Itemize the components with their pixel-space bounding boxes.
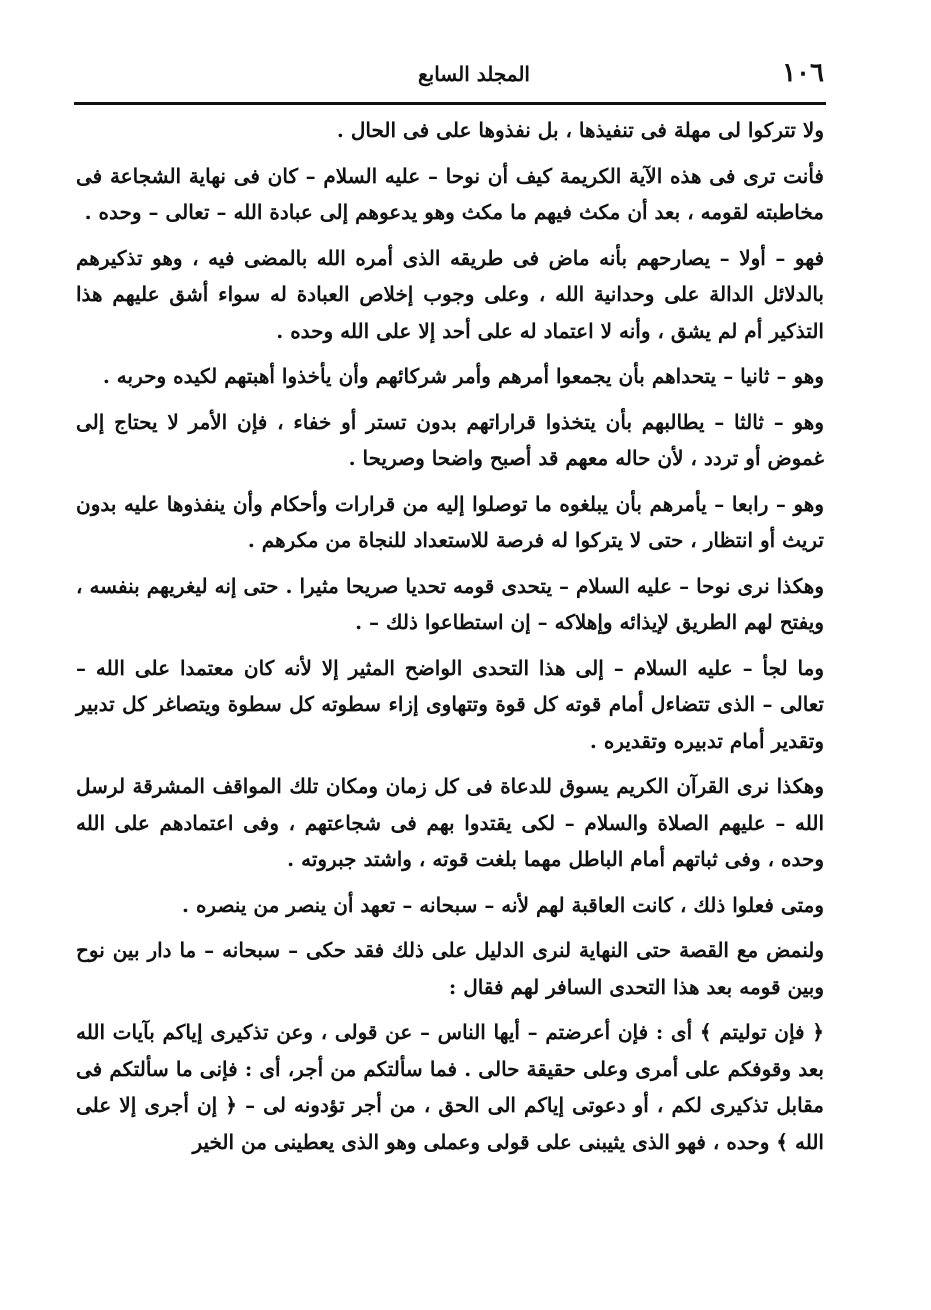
running-title: المجلد السابع: [417, 62, 530, 86]
body-text: [76, 112, 824, 1169]
header-divider: [74, 102, 826, 105]
paragraph-6: وهو – رابعا – يأمرهم بأن يبلغوه ما توصلوا إليه من قرارات وأحكام وأن ينفذوها عليه بدون تريث أو انتظار ، حتى لا يتركوا له فرصة للاستعداد للنجاة من مكرهم .: [76, 491, 824, 552]
paragraph-4: وهو – ثانيا – يتحداهم بأن يجمعوا أمرهم وأمر شركائهم وأن يأخذوا أهبتهم لكيده وحربه .: [102, 364, 824, 388]
paragraph-2: فأنت ترى فى هذه الآية الكريمة كيف أن نوحا – عليه السلام – كان فى نهاية الشجاعة فى مخاطبته لقومه ، بعد أن مكث فيهم ما مكث وهو يدعوهم إلى عبادة الله – تعالى – وحده .: [76, 163, 824, 224]
paragraph-10: ومتى فعلوا ذلك ، كانت العاقبة لهم لأنه – سبحانه – تعهد أن ينصر من ينصره .: [182, 892, 824, 917]
paragraph-7: وهكذا نرى نوحا – عليه السلام – يتحدى قومه تحديا صريحا مثيرا . حتى إنه ليغريهم بنفسه ، ويفتح لهم الطريق لإيذائه وإهلاكه – إن استطاعوا ذلك – .: [76, 573, 824, 634]
page-number: ١٠٦: [782, 58, 824, 88]
paragraph-8: وما لجأ – عليه السلام – إلى هذا التحدى الواضح المثير إلا لأنه كان معتمدا على الله – تعالى – الذى تتضاءل أمام قوته كل قوة وتتهاوى إزاء سطوته كل سطوة ويتصاغر كل تدبير وتقدير أمام تدبيره وتقديره .: [76, 655, 824, 753]
paragraph-11: ولنمض مع القصة حتى النهاية لنرى الدليل على ذلك فقد حكى – سبحانه – ما دار بين نوح وبين قومه بعد هذا التحدى السافر لهم فقال :: [76, 938, 824, 999]
page-header: [74, 50, 824, 100]
paragraph-3: فهو – أولا – يصارحهم بأنه ماض فى طريقه الذى أمره الله بالمضى فيه ، وهو تذكيرهم بالدلائل الدالة على وحدانية الله ، وعلى وجوب إخلاص العبادة له سواء أشق عليهم هذا التذكير أم لم يشق ، وأنه لا اعتماد له على أحد إلا على الله وحده .: [76, 245, 824, 343]
paragraph-12: ﴿ فإن توليتم ﴾ أى : فإن أعرضتم – أيها الناس – عن قولى ، وعن تذكيرى إياكم بآيات الله بعد وقوفكم على أمرى وعلى حقيقة حالى . فما سألتكم من أجر، أى : فإنى ما سألتكم فى مقابل تذكيرى لكم ، أو دعوتى إياكم الى الحق ، من أجر تؤدونه لى – ﴿ إن أجرى إلا على الله ﴾ وحده ، فهو الذى يثيبنى على قولى وعملى وهو الذى يعطينى من الخير: [76, 1020, 825, 1154]
paragraph-9: وهكذا نرى القرآن الكريم يسوق للدعاة فى كل زمان ومكان تلك المواقف المشرقة لرسل الله – عليهم الصلاة والسلام – لكى يقتدوا بهم فى شجاعتهم ، وفى اعتمادهم على الله وحده ، وفى ثباتهم أمام الباطل مهما بلغت قوته ، واشتد جبروته .: [76, 774, 824, 871]
paragraph-1: ولا تتركوا لى مهلة فى تنفيذها ، بل نفذوها على فى الحال .: [336, 118, 824, 142]
paragraph-5: وهو – ثالثا – يطالبهم بأن يتخذوا قراراتهم بدون تستر أو خفاء ، فإن الأمر لا يحتاج إلى غموض أو تردد ، لأن حاله معهم قد أصبح واضحا وصريحا .: [76, 409, 824, 470]
